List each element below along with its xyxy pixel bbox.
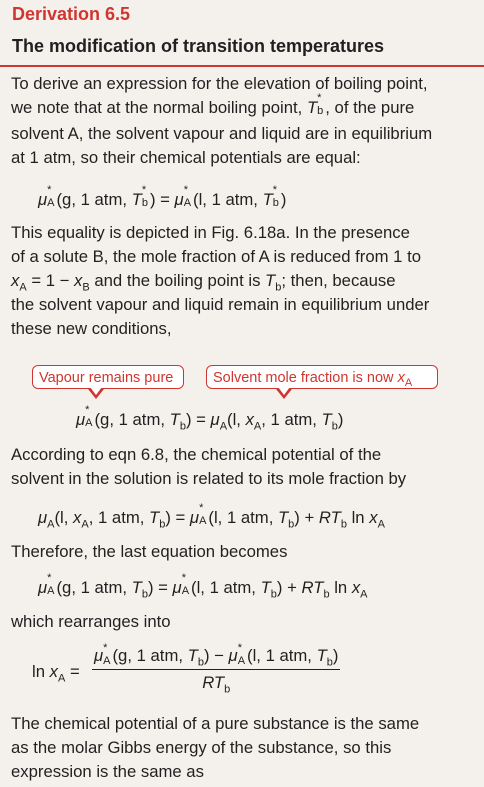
callout-vapour-pure: Vapour remains pure <box>32 365 184 389</box>
title-divider <box>0 65 484 67</box>
para6-line3: expression is the same as <box>11 762 204 781</box>
para6-line1: The chemical potential of a pure substance is the same <box>11 714 420 733</box>
equation-1: μ * A (g, 1 atm, T * b ) = μ * A (l, 1 atm, T * b ) <box>38 184 287 209</box>
callout-vapour-pure-pointer <box>88 389 104 399</box>
para3-line2: solvent in the solution is related to its mole fraction by <box>11 469 407 488</box>
equation-5-lhs: $\ln x_A$ = <box>32 662 80 685</box>
paragraph-rearranges: which rearranges into <box>11 612 171 631</box>
para2-line5: these new conditions, <box>11 319 172 338</box>
para6-line2: as the molar Gibbs energy of the substance, so this <box>11 738 392 757</box>
para1-line3: solvent A, the solvent vapour and liquid are in equilibrium <box>11 124 433 143</box>
para3-line1: According to eqn 6.8, the chemical potential of the <box>11 445 382 464</box>
equation-4: μ * A (g, 1 atm, $T_b) = \mu$ * A (l, 1 atm, $T_b) + RT_b$ $\ln x_A$ <box>38 572 368 601</box>
equation-5-fraction <box>92 642 340 696</box>
para2-line2: of a solute B, the mole fraction of A is reduced from 1 to <box>11 247 421 266</box>
fraction-denominator: $RT_b$ <box>202 673 231 696</box>
equation-2: μ * A (g, 1 atm, $T_b) = \mu_A(l$, $x_A$, 1 atm, $T_b$) <box>76 404 344 433</box>
para1-line1: To derive an expression for the elevation of boiling point, <box>11 74 428 93</box>
paragraph-intro <box>11 72 473 170</box>
para2-line1: This equality is depicted in Fig. 6.18a. In the presence <box>11 223 410 242</box>
paragraph-gibbs <box>11 712 473 784</box>
fraction-numerator: μ * A (g, 1 atm, $T_b) - \mu$ * A (l, 1 atm, $T_b$) <box>94 642 339 669</box>
paragraph-eqn-6-8 <box>11 443 473 491</box>
para1-line4: at 1 atm, so their chemical potentials are equal: <box>11 148 361 167</box>
derivation-title: The modification of transition temperatures <box>12 36 385 56</box>
paragraph-solute <box>11 221 473 341</box>
derivation-label: Derivation 6.5 <box>12 4 131 24</box>
para2-line4: the solvent vapour and liquid remain in equilibrium under <box>11 295 430 314</box>
callout-mole-fraction: Solvent mole fraction is now $x_A$ <box>206 365 438 389</box>
equation-3: $\mu_A(l$, $x_A$, 1 atm, $T_b) = \mu$ * A (l, 1 atm, $T_b) + RT_b$ $\ln x_A$ <box>38 502 385 531</box>
paragraph-therefore: Therefore, the last equation becomes <box>11 542 288 561</box>
para2-line3: $x_A = 1 - x_B$ and the boiling point is $T_b$; then, because <box>11 271 396 294</box>
callout-mole-fraction-pointer <box>276 389 292 399</box>
para1-line2: we note that at the normal boiling point, T * b , of the pure <box>11 92 415 117</box>
